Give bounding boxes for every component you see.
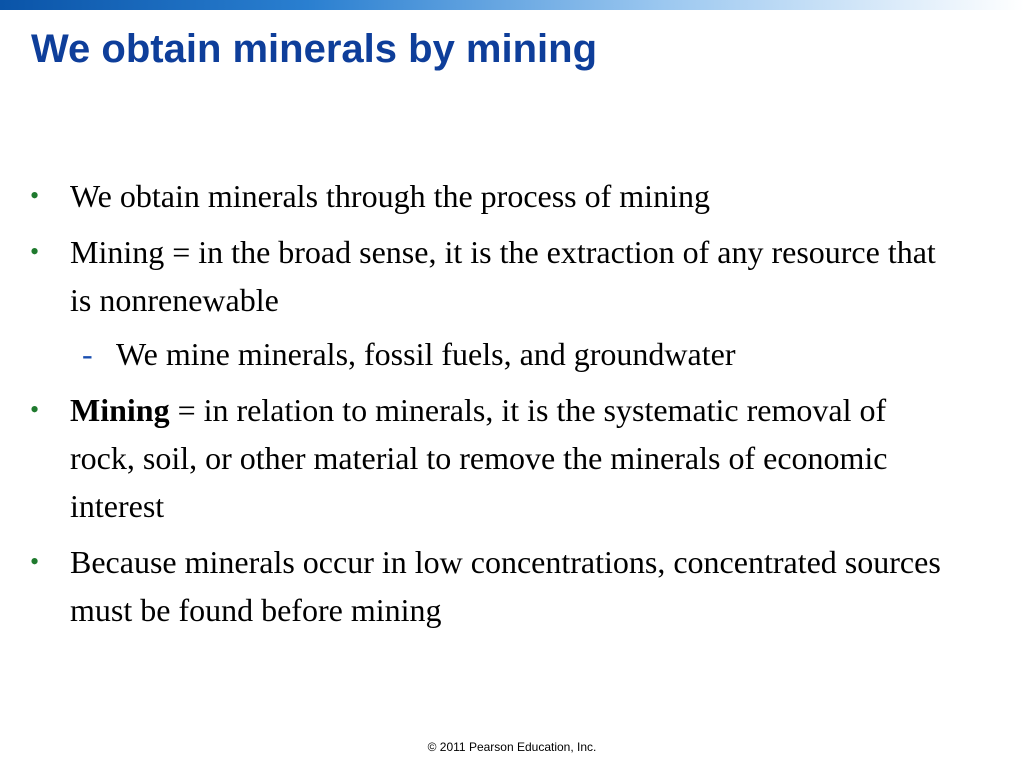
bullet-text: Because minerals occur in low concentrations, concentrated sources must be found before mining (70, 544, 941, 628)
sub-bullet-text: We mine minerals, fossil fuels, and groundwater (116, 336, 736, 372)
copyright-footer: © 2011 Pearson Education, Inc. (427, 740, 597, 754)
slide-body (30, 172, 950, 642)
header-gradient-band (0, 0, 1024, 10)
slide-title: We obtain minerals by mining (31, 27, 598, 71)
bullet-marker: • (30, 547, 40, 576)
sub-bullet-marker: - (82, 336, 93, 372)
bullet-marker: • (30, 395, 40, 424)
bullet-text: We obtain minerals through the process of mining (70, 178, 710, 214)
bullet-item (30, 538, 950, 634)
bullet-text: Mining = in the broad sense, it is the extraction of any resource that is nonrenewable (70, 234, 936, 318)
bullet-item (30, 386, 950, 530)
bullet-marker: • (30, 181, 40, 210)
bullet-marker: • (30, 237, 40, 266)
bullet-item (30, 228, 950, 324)
bullet-item (30, 172, 950, 220)
bullet-term: Mining (70, 392, 170, 428)
sub-bullet-item (30, 330, 950, 378)
bullet-text: = in relation to minerals, it is the systematic removal of rock, soil, or other material to remove the minerals of economic interest (70, 392, 888, 524)
